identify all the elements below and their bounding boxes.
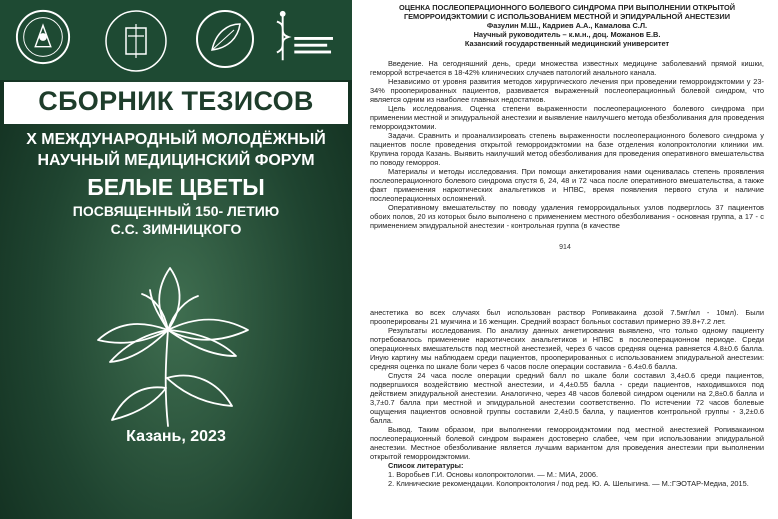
page-number: 914	[559, 244, 571, 251]
article-title-line-1: ОЦЕНКА ПОСЛЕОПЕРАЦИОННОГО БОЛЕВОГО СИНДРОМА ПРИ ВЫПОЛНЕНИИ ОТКРЫТОЙ	[398, 3, 736, 12]
paragraph: Цель исследования. Оценка степени выраженности послеоперационного болевого синдрома при применении местной и эпидуральной анестезии и выявление наилучшего метода обезболивания для проведения геморроидэктомии.	[370, 104, 764, 131]
paragraph: Введение. На сегодняшний день, среди множества известных медицине заболеваний прямой кишки, геморрой встречается в 18-42% клинических случаев патологий анального канала.	[370, 59, 764, 77]
title-band	[4, 82, 348, 124]
page1-text	[370, 3, 764, 230]
profession-medicine-icon	[268, 8, 338, 66]
book-cover	[0, 0, 352, 519]
cover-forum-line-1: X МЕЖДУНАРОДНЫЙ МОЛОДЁЖНЫЙ	[26, 131, 326, 148]
article-advisor: Научный руководитель – к.м.н., доц. Можанов Е.В.	[473, 30, 661, 39]
lily-flower-icon	[60, 238, 280, 428]
university-emblem-icon	[14, 8, 72, 66]
paragraph: Материалы и методы исследования. При помощи анкетирования нами оценивалась степень проявления послеоперационного болевого синдрома спустя 6, 24, 48 и 72 часа после оперативного вмешательства, а также факт применения наркотических анальгетиков и НПВС, время появления первого стула и наличие послеоперационных осложнений.	[370, 167, 764, 203]
reference-item: 1. Воробьев Г.И. Основы колопроктологии. — М.: МИА, 2006.	[388, 470, 599, 479]
paragraph: Результаты исследования. По анализу данных анкетирования выявлено, что только одному пациенту потребовалось применение наркотических анальгетиков и НПВС в послеоперационном периоде. Среди операционных вмешательств под местной анестезией, через 6 часов средняя оценка равняется 4.8±0.6 балла. Иную картину мы наблюдаем среди пациентов, прооперированных с использованием эпидуральной анестезии: средняя оценка по шкале боли через 6 часов после операции составила - 6.4±0.6 балла.	[370, 326, 764, 371]
thesis-page-1	[352, 0, 778, 258]
paragraph: анестетика во всех случаях был использован раствор Ропивакаина дозой 7.5мг/мл - 10мл). Были прооперированы 21 мужчина и 16 женщин. Средний возраст больных составил примерно 39.8+7.2 лет.	[370, 308, 764, 326]
page-gap	[352, 258, 778, 300]
thesis-page-2	[352, 300, 778, 519]
cover-forum-name: БЕЛЫЕ ЦВЕТЫ	[87, 174, 265, 200]
cover-city-year: Казань, 2023	[126, 428, 226, 445]
paragraph: Вывод. Таким образом, при выполнении геморроидэктомии под местной анестезией Ропивакаином послеоперационный болевой синдром выражен достоверно слабее, чем при использовании эпидуральной анестезии. Местное обезболивание является лучшим вариантом для проведения анестезии при выполнении открытой геморроидэктомии.	[370, 425, 764, 461]
reference-item: 2. Клинические рекомендации. Колопроктология / под ред. Ю. А. Шелыгина. — М.:ГЭОТАР-Медиа, 2015.	[388, 479, 749, 488]
council-young-scientists-icon	[104, 8, 168, 74]
cover-dedication-line-1: ПОСВЯЩЕННЫЙ 150- ЛЕТИЮ	[72, 203, 280, 219]
cover-forum-line-2: НАУЧНЫЙ МЕДИЦИНСКИЙ ФОРУМ	[37, 152, 315, 169]
article-authors: Фазулин М.Ш., Кадриев А.А., Камалова С.Л.	[486, 21, 648, 30]
article-university: Казанский государственный медицинский университет	[464, 39, 670, 48]
page2-text	[370, 308, 764, 488]
leaf-emblem-icon	[194, 8, 256, 70]
paragraph: Задачи. Сравнить и проанализировать степень выраженности послеоперационного болевого синдрома у пациентов после проведения открытой геморроидэктомии на базе отделения колопроктологии клиники им. Крупина города Казань. Выявить наилучший метод обезболивания для проведения оперативного вмешательства по поводу геморроя.	[370, 131, 764, 167]
cover-title: СБОРНИК ТЕЗИСОВ	[38, 86, 314, 116]
article-title-line-2: ГЕМОРРОИДЭКТОМИИ С ИСПОЛЬЗОВАНИЕМ МЕСТНОЙ И ЭПИДУРАЛЬНОЙ АНЕСТЕЗИИ	[403, 12, 731, 21]
paragraph: Независимо от уровня развития методов хирургического лечения при проведении геморроидэктомии у 23-34% прооперированных пациентов, развивается выраженный послеоперационный болевой синдром, что является одним из наиболее главных недостатков.	[370, 77, 764, 104]
paragraph: Оперативному вмешательству по поводу удаления геморроидальных узлов подверглось 37 пациентов обоих полов, 20 из которых было выполнено с применением местного обезболивания - основная группа, а 17 - с применением эпидуральной анестезии - контрольная группа (в качестве	[370, 203, 764, 230]
references-title: Список литературы:	[388, 461, 464, 470]
paragraph: Спустя 24 часа после операции средний балл по шкале боли составил 3,4±0.6 среди пациентов, подвергшихся воздействию местной анестезии, и 4,4±0.55 балла - среди пациентов, находившихся под действием эпидуральной анестезии. Аналогично, через 48 часов болевой синдром оценили на 2,8±0.6 балла и 3,7±0.7 балла при местной и эпидуральной анестезии соответственно. По истечении 72 часов болевые ощущения пациентов основной группы составили 2,4±0.5 балла, у пациентов контрольной группы - 3,2±0.6 балла.	[370, 371, 764, 425]
cover-dedication-line-2: С.С. ЗИМНИЦКОГО	[110, 221, 242, 237]
